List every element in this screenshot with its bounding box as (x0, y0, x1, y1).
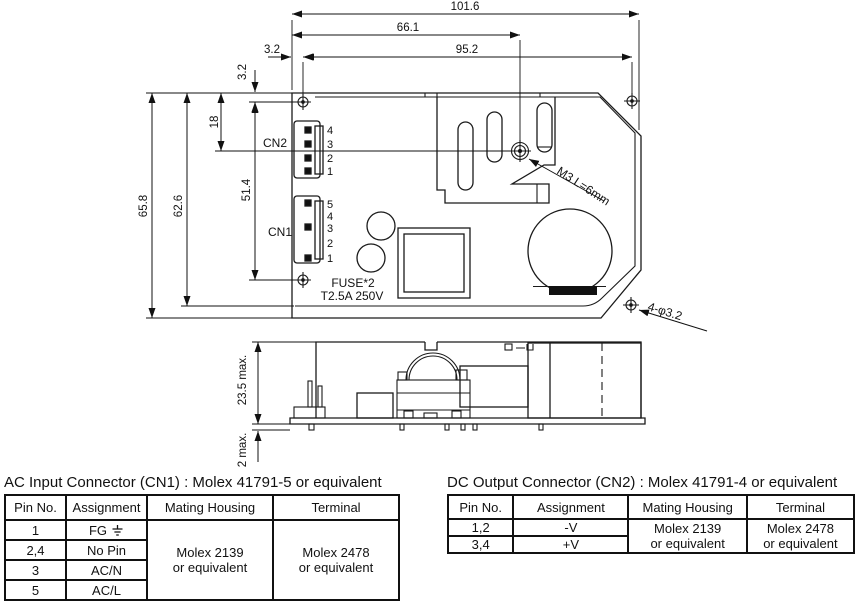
top-view-dimensions (146, 14, 707, 331)
dim-width-screw: 66.1 (396, 22, 420, 34)
cn1-pin-3: 3 (327, 223, 334, 235)
terminal-line1: Molex 2478 (302, 545, 370, 560)
pin-cell: 1 (5, 520, 66, 540)
table-row (5, 520, 399, 540)
transformer (398, 228, 470, 298)
col-header-assignment: Assignment (513, 495, 628, 519)
mating-housing-cell (147, 520, 273, 600)
terminal-cell (747, 519, 854, 553)
ac-input-table-title: AC Input Connector (CN1) : Molex 41791-5 or equivalent (4, 474, 382, 491)
cn1-label: CN1 (267, 225, 293, 239)
col-header-pin-no: Pin No. (5, 495, 66, 520)
m3-screw (509, 140, 531, 162)
terminal-line2: or equivalent (763, 536, 838, 551)
dc-output-table-title: DC Output Connector (CN2) : Molex 41791-4 or equivalent (447, 474, 838, 491)
terminal-cell (273, 520, 399, 600)
mating-housing-line2: or equivalent (650, 536, 725, 551)
heatsink-slot (458, 122, 473, 190)
cn1-pin-5: 5 (327, 199, 334, 211)
table-header-row (448, 495, 854, 519)
pin-cell: 5 (5, 580, 66, 600)
earth-ground-icon (111, 524, 124, 537)
assignment-cell: AC/L (66, 580, 147, 600)
side-view-dimensions (252, 342, 316, 462)
col-header-mating-housing: Mating Housing (628, 495, 746, 519)
ac-inlet-side (294, 381, 325, 418)
pin-cell: 3,4 (448, 536, 513, 553)
capacitor-side (528, 343, 641, 418)
fuse-2 (357, 244, 385, 272)
terminal-line2: or equivalent (298, 560, 374, 575)
cn1-pin-4: 4 (327, 211, 334, 223)
col-header-terminal: Terminal (747, 495, 854, 519)
dim-cn-span: 51.4 (241, 178, 253, 202)
pin-cell: 1,2 (448, 519, 513, 536)
dim-height-holes: 62.6 (173, 194, 185, 218)
cn2-pin-4: 4 (327, 125, 334, 137)
holes-note: 4-φ3.2 (646, 299, 684, 324)
fuse-1 (367, 212, 395, 240)
mating-housing-cell (628, 519, 746, 553)
dc-output-table (447, 494, 855, 554)
col-header-mating-housing: Mating Housing (147, 495, 273, 520)
mating-housing-line1: Molex 2139 (654, 521, 722, 536)
assignment-cell: No Pin (66, 540, 147, 560)
mating-housing-line1: Molex 2139 (176, 545, 244, 560)
cn2-label: CN2 (262, 136, 288, 150)
terminal-line1: Molex 2478 (766, 521, 835, 536)
heatsink (437, 97, 555, 203)
cn2-pin-3: 3 (327, 139, 334, 151)
heatsink-slot (537, 103, 552, 152)
dim-width-total: 101.6 (450, 1, 480, 13)
cn2-connector (294, 121, 323, 178)
fg-label: FG (88, 522, 108, 538)
dim-height-total: 65.8 (138, 194, 150, 218)
assignment-cell (66, 520, 147, 540)
ac-input-table (4, 494, 400, 601)
assignment-cell: AC/N (66, 560, 147, 580)
cn1-pin-1: 1 (327, 253, 334, 265)
pcb-pins (309, 424, 543, 430)
dim-margin-v: 3.2 (237, 64, 249, 80)
pcb-side (290, 418, 645, 424)
pin-cell: 3 (5, 560, 66, 580)
mounting-hole-bottom-left (295, 272, 311, 288)
capacitor (528, 209, 612, 295)
fuse-note-line1: FUSE*2 (331, 276, 375, 290)
col-header-pin-no: Pin No. (448, 495, 513, 519)
cn1-pin-2: 2 (327, 238, 334, 250)
mounting-hole-bottom-right (623, 297, 639, 313)
transformer-side (397, 353, 470, 418)
table-row (448, 519, 854, 536)
dim-side-height: 23.5 max. (237, 354, 249, 406)
top-detail-parts (505, 344, 533, 350)
cn2-pin-1: 1 (327, 166, 334, 178)
cn2-pin-2: 2 (327, 153, 334, 165)
pin-cell: 2,4 (5, 540, 66, 560)
heatsink-slot (487, 112, 502, 162)
board-inner-contour (295, 97, 635, 306)
screw-note: M3 L=6mm (554, 163, 613, 209)
dim-width-holes: 95.2 (455, 44, 479, 56)
fuse-note-line2: T2.5A 250V (320, 289, 384, 303)
top-view-texts (138, 1, 684, 323)
side-view (290, 342, 645, 430)
component-box-small (357, 393, 393, 418)
table-header-row (5, 495, 399, 520)
col-header-terminal: Terminal (273, 495, 399, 520)
dim-side-pins: 2 max. (237, 432, 249, 468)
mounting-hole-top-right (624, 93, 640, 109)
side-view-texts (237, 355, 249, 468)
dim-margin-h: 3.2 (264, 44, 280, 56)
cn1-connector (294, 196, 323, 263)
assignment-cell: +V (513, 536, 628, 553)
col-header-assignment: Assignment (66, 495, 147, 520)
dim-screw-top: 18 (209, 115, 221, 129)
mating-housing-line2: or equivalent (172, 560, 248, 575)
assignment-cell: -V (513, 519, 628, 536)
